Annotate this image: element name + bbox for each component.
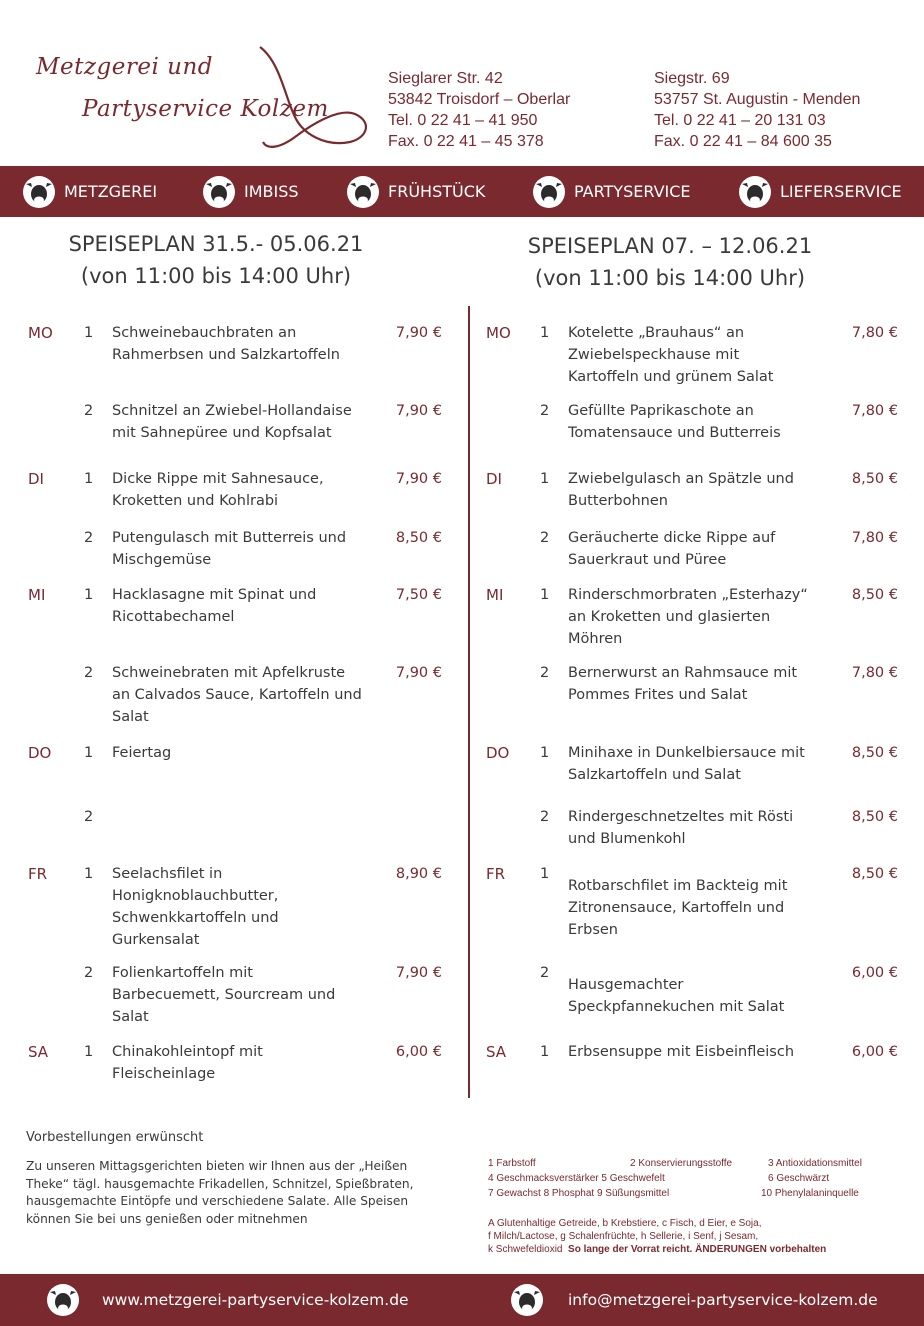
menu-dish-line: Rindergeschnetzeltes mit Rösti — [568, 809, 794, 825]
menu-number: 2 — [84, 530, 94, 546]
menu-number: 1 — [84, 587, 94, 603]
menu-number: 2 — [84, 965, 94, 981]
allergen-line-3: k Schwefeldioxid So lange der Vorrat reicht. ÄNDERUNGEN vorbehalten — [488, 1244, 827, 1255]
cow-icon — [738, 175, 772, 209]
menu-dish-line: Gurkensalat — [112, 932, 200, 948]
menu-day: MO — [28, 324, 53, 342]
menu-dish-line: Ricottabechamel — [112, 609, 235, 625]
menu-dish-line: Kroketten und Kohlrabi — [112, 493, 279, 509]
menu-day: MI — [28, 586, 46, 604]
additive-10: 10 Phenylalaninquelle — [761, 1188, 859, 1199]
cow-icon — [46, 1283, 80, 1317]
menu-number: 1 — [540, 1044, 550, 1060]
address-oberlar: Sieglarer Str. 42 53842 Troisdorf – Oberlar Tel. 0 22 41 – 41 950 Fax. 0 22 41 – 45 378 — [388, 70, 571, 150]
menu-number: 2 — [540, 809, 550, 825]
menu-dish-line: Rahmerbsen und Salzkartoffeln — [112, 347, 340, 363]
website-text: www.metzgerei-partyservice-kolzem.de — [102, 1291, 409, 1309]
menu-price: 7,80 € — [851, 665, 898, 681]
menu-dish-line: Mischgemüse — [112, 552, 212, 568]
menu-number: 1 — [540, 587, 550, 603]
menu-dish-line: Sauerkraut und Püree — [568, 552, 727, 568]
menu-dish-line: Möhren — [568, 631, 623, 647]
menu-price: 8,50 € — [851, 866, 898, 882]
nav-label: IMBISS — [244, 182, 299, 201]
menu-dish-line: Chinakohleintopf mit — [112, 1044, 263, 1060]
menu-dish-line: Feiertag — [112, 745, 172, 761]
menu-dish-line: Hausgemachter — [568, 977, 684, 993]
allergen-line-1: A Glutenhaltige Getreide, b Krebstiere, c Fisch, d Eier, e Soja, — [488, 1218, 762, 1229]
logo-line-2: Partyservice Kolzem — [82, 96, 329, 122]
menu-day: FR — [486, 865, 506, 883]
menu-number: 1 — [84, 325, 94, 341]
menu-dish-line: Butterbohnen — [568, 493, 668, 509]
menu-number: 2 — [540, 965, 550, 981]
menu-dish-line: Dicke Rippe mit Sahnesauce, — [112, 471, 324, 487]
allergen-line-2: f Milch/Lactose, g Schalenfrüchte, h Sellerie, i Senf, j Sesam, — [488, 1231, 759, 1242]
menu-number: 2 — [84, 403, 94, 419]
menu-price: 7,80 € — [851, 403, 898, 419]
nav-metzgerei[interactable] — [22, 166, 157, 217]
cow-icon — [202, 175, 236, 209]
menu-dish-line: Folienkartoffeln mit — [112, 965, 253, 981]
menu-dish-line: Seelachsfilet in — [112, 866, 223, 882]
menu-price: 7,90 € — [395, 403, 442, 419]
additive-1: 1 Farbstoff — [488, 1158, 536, 1169]
menu-dish-line: Fleischeinlage — [112, 1066, 216, 1082]
menu-dish-line: Zwiebelgulasch an Spätzle und — [568, 471, 794, 487]
menu-dish-line: Schwenkkartoffeln und — [112, 910, 279, 926]
menu-number: 1 — [540, 745, 550, 761]
cow-icon — [510, 1283, 544, 1317]
menu-day: DI — [486, 470, 502, 488]
preorder-note: Vorbestellungen erwünscht — [26, 1130, 204, 1145]
menu-price: 6,00 € — [851, 965, 898, 981]
menu-price: 8,50 € — [851, 809, 898, 825]
menu-number: 2 — [540, 665, 550, 681]
menu-dish-line: Rinderschmorbraten „Esterhazy“ — [568, 587, 808, 603]
menu-dish-line: Minihaxe in Dunkelbiersauce mit — [568, 745, 805, 761]
menu-day: DO — [28, 744, 52, 762]
menu-number: 1 — [84, 1044, 94, 1060]
menu-number: 2 — [84, 665, 94, 681]
menu-dish-line: Erbsensuppe mit Eisbeinfleisch — [568, 1044, 795, 1060]
nav-partyservice[interactable] — [532, 166, 691, 217]
menu-dish-line: und Blumenkohl — [568, 831, 686, 847]
additive-4-5: 4 Geschmacksverstärker 5 Geschwefelt — [488, 1173, 665, 1184]
menu-dish-line: Erbsen — [568, 922, 618, 938]
menu-price: 8,50 € — [851, 587, 898, 603]
nav-label: LIEFERSERVICE — [780, 182, 902, 201]
logo-line-1: Metzgerei und — [36, 54, 213, 80]
menu-price: 8,50 € — [851, 745, 898, 761]
menu-day: SA — [28, 1043, 49, 1061]
left-plan-subtitle: (von 11:00 bis 14:00 Uhr) — [80, 264, 352, 288]
nav-bar — [0, 166, 924, 217]
menu-number: 2 — [84, 809, 94, 825]
menu-price: 8,90 € — [395, 866, 442, 882]
column-divider — [468, 306, 470, 1098]
menu-dish-line: Bernerwurst an Rahmsauce mit — [568, 665, 798, 681]
menu-day: MO — [486, 324, 511, 342]
menu-dish-line: Salat — [112, 709, 149, 725]
menu-price: 7,50 € — [395, 587, 442, 603]
email-link[interactable] — [510, 1274, 878, 1326]
right-plan-subtitle: (von 11:00 bis 14:00 Uhr) — [534, 266, 806, 290]
menu-dish-line: Putengulasch mit Butterreis und — [112, 530, 347, 546]
nav-label: FRÜHSTÜCK — [388, 182, 486, 201]
nav-imbiss[interactable] — [202, 166, 299, 217]
menu-number: 1 — [84, 471, 94, 487]
additive-6: 6 Geschwärzt — [768, 1173, 830, 1184]
menu-day: MI — [486, 586, 504, 604]
menu-dish-line: an Calvados Sauce, Kartoffeln und — [112, 687, 362, 703]
menu-dish-line: Kartoffeln und grünem Salat — [568, 369, 774, 385]
address-menden: Siegstr. 69 53757 St. Augustin - Menden Tel. 0 22 41 – 20 131 03 Fax. 0 22 41 – 84 600 35 — [654, 70, 861, 150]
menu-number: 1 — [84, 745, 94, 761]
menu-price: 6,00 € — [851, 1044, 898, 1060]
menu-day: FR — [28, 865, 48, 883]
info-text: Zu unseren Mittagsgerichten bieten wir Ihnen aus der „Heißen Theke“ tägl. hausgemachte Frikadellen, Schnitzel, Spießbraten, hausgemachte Eintöpfe und verschiedene Salate. Alle Speisen können Sie bei uns genießen oder mitnehmen — [26, 1159, 414, 1226]
right-plan-title: SPEISEPLAN 07. – 12.06.21 — [527, 234, 813, 258]
menu-dish-line: Schnitzel an Zwiebel-Hollandaise — [112, 403, 352, 419]
menu-price: 7,80 € — [851, 325, 898, 341]
menu-number: 2 — [540, 403, 550, 419]
menu-dish-line: Kotelette „Brauhaus“ an — [568, 325, 745, 341]
menu-dish-line: Speckpfannekuchen mit Salat — [568, 999, 785, 1015]
bottom-bar — [0, 1274, 924, 1326]
cow-icon — [22, 175, 56, 209]
menu-price: 7,90 € — [395, 325, 442, 341]
menu-day: DO — [486, 744, 510, 762]
menu-price: 8,50 € — [395, 530, 442, 546]
menu-dish-line: Honigknoblauchbutter, — [112, 888, 279, 904]
cow-icon — [346, 175, 380, 209]
menu-number: 1 — [540, 866, 550, 882]
menu-price: 7,90 € — [395, 665, 442, 681]
menu-dish-line: Zwiebelspeckhause mit — [568, 347, 740, 363]
menu-number: 1 — [84, 866, 94, 882]
website-link[interactable] — [46, 1274, 409, 1326]
menu-day: DI — [28, 470, 44, 488]
menu-dish-line: Barbecuemett, Sourcream und — [112, 987, 336, 1003]
menu-dish-line: Schweinebauchbraten an — [112, 325, 297, 341]
left-plan-title: SPEISEPLAN 31.5.- 05.06.21 — [68, 232, 364, 256]
nav-label: METZGEREI — [64, 182, 158, 201]
menu-price: 7,90 € — [395, 471, 442, 487]
additive-7-9: 7 Gewachst 8 Phosphat 9 Süßungsmittel — [488, 1188, 670, 1199]
menu-dish-line: Salat — [112, 1009, 149, 1025]
menu-dish-line: Salzkartoffeln und Salat — [568, 767, 741, 783]
menu-number: 1 — [540, 471, 550, 487]
right-plan-header — [454, 230, 886, 294]
nav-lieferservice[interactable] — [738, 166, 902, 217]
menu-dish-line: Zitronensauce, Kartoffeln und — [568, 900, 785, 916]
nav-fruehstueck[interactable] — [346, 166, 485, 217]
email-text: info@metzgerei-partyservice-kolzem.de — [568, 1291, 878, 1309]
left-plan-header — [0, 228, 432, 292]
menu-price: 6,00 € — [395, 1044, 442, 1060]
menu-dish-line: Gefüllte Paprikaschote an — [568, 403, 754, 419]
menu-price: 7,80 € — [851, 530, 898, 546]
menu-number: 2 — [540, 530, 550, 546]
menu-dish-line: Tomatensauce und Butterreis — [568, 425, 781, 441]
cow-icon — [532, 175, 566, 209]
additive-3: 3 Antioxidationsmittel — [768, 1158, 862, 1169]
menu-dish-line: Schweinebraten mit Apfelkruste — [112, 665, 346, 681]
menu-dish-line: Geräucherte dicke Rippe auf — [568, 530, 776, 546]
menu-price: 7,90 € — [395, 965, 442, 981]
menu-dish-line: Hacklasagne mit Spinat und — [112, 587, 317, 603]
additive-2: 2 Konservierungsstoffe — [630, 1158, 733, 1169]
logo-swirl-icon — [255, 42, 375, 162]
menu-dish-line: an Kroketten und glasierten — [568, 609, 771, 625]
menu-dish-line: Pommes Frites und Salat — [568, 687, 748, 703]
menu-dish-line: mit Sahnepüree und Kopfsalat — [112, 425, 332, 441]
stock-notice: So lange der Vorrat reicht. ÄNDERUNGEN vorbehalten — [568, 1244, 827, 1255]
menu-number: 1 — [540, 325, 550, 341]
menu-price: 8,50 € — [851, 471, 898, 487]
menu-day: SA — [486, 1043, 507, 1061]
nav-label: PARTYSERVICE — [574, 182, 691, 201]
menu-dish-line: Rotbarschfilet im Backteig mit — [568, 878, 788, 894]
